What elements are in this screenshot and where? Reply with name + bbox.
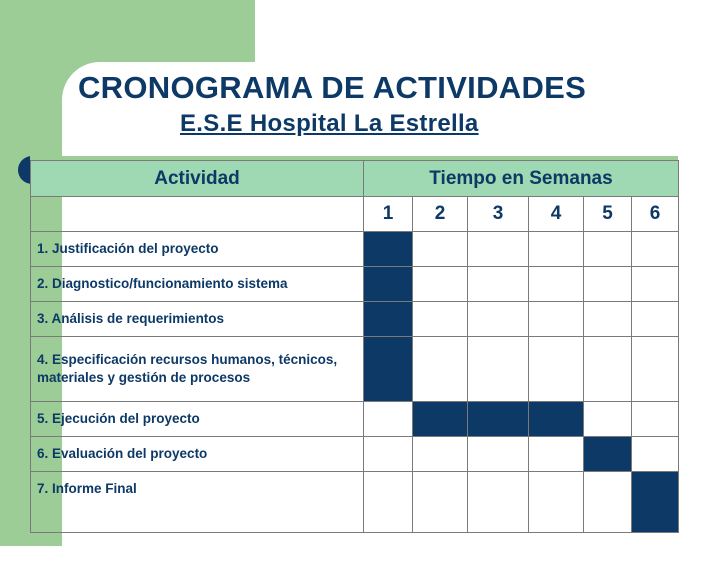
schedule-cell-filled xyxy=(584,437,632,472)
title-main-text: CRONOGRAMA DE ACTIVIDADES xyxy=(78,70,587,105)
week-number: 2 xyxy=(413,197,468,232)
week-number: 3 xyxy=(468,197,529,232)
schedule-cell xyxy=(584,472,632,533)
schedule-cell xyxy=(364,472,413,533)
activity-label: 6. Evaluación del proyecto xyxy=(31,437,364,472)
schedule-cell xyxy=(584,402,632,437)
schedule-cell xyxy=(468,437,529,472)
schedule-cell-filled xyxy=(413,402,468,437)
schedule-cell xyxy=(413,267,468,302)
title-subtitle: E.S.E Hospital La Estrella xyxy=(180,110,479,137)
schedule-cell xyxy=(529,337,584,402)
weeks-row-empty-cell xyxy=(31,197,364,232)
gantt-table xyxy=(30,160,679,533)
schedule-cell xyxy=(529,232,584,267)
week-number: 1 xyxy=(364,197,413,232)
activity-label: 2. Diagnostico/funcionamiento sistema xyxy=(31,267,364,302)
activity-label: 3. Análisis de requerimientos xyxy=(31,302,364,337)
schedule-cell xyxy=(468,267,529,302)
week-number: 4 xyxy=(529,197,584,232)
activity-label: 4. Especificación recursos humanos, técnicos, materiales y gestión de procesos xyxy=(31,337,364,402)
schedule-cell xyxy=(529,267,584,302)
activity-row xyxy=(31,402,679,437)
schedule-cell xyxy=(632,302,679,337)
schedule-cell-filled xyxy=(364,337,413,402)
schedule-cell-filled xyxy=(364,302,413,337)
schedule-cell xyxy=(468,232,529,267)
schedule-cell xyxy=(413,472,468,533)
schedule-cell xyxy=(584,267,632,302)
activity-label: 7. Informe Final xyxy=(31,472,364,533)
schedule-cell xyxy=(413,437,468,472)
header-time: Tiempo en Semanas xyxy=(364,161,679,197)
activity-label: 5. Ejecución del proyecto xyxy=(31,402,364,437)
schedule-cell-filled xyxy=(632,472,679,533)
schedule-cell-filled xyxy=(529,402,584,437)
schedule-cell xyxy=(364,437,413,472)
schedule-cell xyxy=(468,302,529,337)
weeks-row xyxy=(31,197,679,232)
schedule-cell xyxy=(632,232,679,267)
schedule-cell-filled xyxy=(468,402,529,437)
schedule-cell xyxy=(413,232,468,267)
activity-row xyxy=(31,437,679,472)
activity-row xyxy=(31,302,679,337)
schedule-cell xyxy=(468,337,529,402)
activity-row xyxy=(31,472,679,533)
activity-label: 1. Justificación del proyecto xyxy=(31,232,364,267)
schedule-cell xyxy=(529,437,584,472)
schedule-cell xyxy=(413,337,468,402)
header-row xyxy=(31,161,679,197)
schedule-cell xyxy=(632,337,679,402)
schedule-cell xyxy=(529,472,584,533)
schedule-cell xyxy=(529,302,584,337)
schedule-cell xyxy=(584,232,632,267)
header-activity: Actividad xyxy=(31,161,364,197)
schedule-cell xyxy=(584,337,632,402)
schedule-cell-filled xyxy=(364,267,413,302)
activity-row xyxy=(31,267,679,302)
week-number: 6 xyxy=(632,197,679,232)
schedule-cell xyxy=(364,402,413,437)
activity-row xyxy=(31,337,679,402)
schedule-cell-filled xyxy=(364,232,413,267)
schedule-cell xyxy=(413,302,468,337)
schedule-cell xyxy=(632,267,679,302)
title-main xyxy=(78,70,586,106)
schedule-cell xyxy=(584,302,632,337)
week-number: 5 xyxy=(584,197,632,232)
schedule-cell xyxy=(468,472,529,533)
schedule-cell xyxy=(632,402,679,437)
schedule-cell xyxy=(632,437,679,472)
activity-row xyxy=(31,232,679,267)
